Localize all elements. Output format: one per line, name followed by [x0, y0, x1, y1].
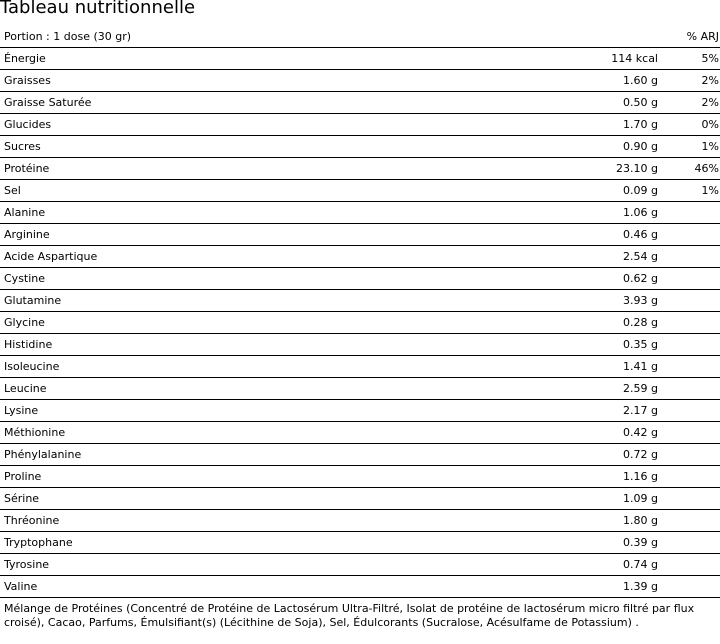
page-title: Tableau nutritionnelle	[0, 0, 196, 18]
table-header-row	[0, 26, 720, 48]
nutrient-name: Sérine	[4, 492, 40, 505]
nutrient-name: Leucine	[4, 382, 47, 395]
table-row	[0, 444, 720, 466]
table-row	[0, 224, 720, 246]
table-row	[0, 356, 720, 378]
nutrient-name: Glucides	[4, 118, 52, 131]
nutrient-name: Graisses	[4, 74, 51, 87]
nutrient-name: Thréonine	[4, 514, 60, 527]
table-row	[0, 70, 720, 92]
nutrient-name: Arginine	[4, 228, 50, 241]
nutrient-name: Phénylalanine	[4, 448, 82, 461]
portion-label: Portion : 1 dose (30 gr)	[4, 30, 132, 43]
nutrient-quantity: 1.39 g	[623, 580, 658, 593]
ingredients-text: Mélange de Protéines (Concentré de Protéine de Lactosérum Ultra-Filtré, Isolat de protéine de lactosérum micro filtré par flux croisé), Cacao, Parfums, Émulsifiant(s) (Lécithine de Soja), Sel, Édulcorants (Sucralose, Acésulfame de Potassium) .	[4, 602, 695, 629]
nutrient-arj-percent: 2%	[701, 96, 719, 109]
table-row	[0, 422, 720, 444]
table-row	[0, 510, 720, 532]
nutrient-name: Glutamine	[4, 294, 62, 307]
nutrient-quantity: 114 kcal	[611, 52, 658, 65]
nutrient-name: Glycine	[4, 316, 45, 329]
table-row	[0, 400, 720, 422]
nutrient-name: Valine	[4, 580, 38, 593]
table-row	[0, 532, 720, 554]
table-row	[0, 158, 720, 180]
nutrient-quantity: 0.39 g	[623, 536, 658, 549]
nutrient-quantity: 1.06 g	[623, 206, 658, 219]
nutrient-arj-percent: 0%	[701, 118, 719, 131]
nutrient-name: Tyrosine	[4, 558, 50, 571]
nutrient-name: Tryptophane	[4, 536, 73, 549]
nutrient-quantity: 1.09 g	[623, 492, 658, 505]
table-row	[0, 312, 720, 334]
nutrient-quantity: 0.46 g	[623, 228, 658, 241]
table-row	[0, 246, 720, 268]
nutrient-quantity: 1.70 g	[623, 118, 658, 131]
nutrient-arj-percent: 5%	[701, 52, 719, 65]
nutrient-name: Lysine	[4, 404, 39, 417]
nutrient-arj-percent: 2%	[701, 74, 719, 87]
nutrient-quantity: 0.74 g	[623, 558, 658, 571]
nutrient-quantity: 23.10 g	[616, 162, 658, 175]
nutrient-quantity: 0.42 g	[623, 426, 658, 439]
nutrient-quantity: 0.72 g	[623, 448, 658, 461]
nutrient-quantity: 2.59 g	[623, 382, 658, 395]
nutrient-quantity: 0.28 g	[623, 316, 658, 329]
nutrient-name: Graisse Saturée	[4, 96, 92, 109]
table-row	[0, 378, 720, 400]
nutrient-quantity: 0.90 g	[623, 140, 658, 153]
table-row	[0, 114, 720, 136]
nutrient-quantity: 1.41 g	[623, 360, 658, 373]
table-row	[0, 576, 720, 598]
nutrient-rows	[0, 48, 720, 598]
nutrient-name: Histidine	[4, 338, 53, 351]
table-row	[0, 202, 720, 224]
nutrient-arj-percent: 46%	[694, 162, 719, 175]
table-row	[0, 180, 720, 202]
table-row	[0, 290, 720, 312]
nutrient-name: Acide Aspartique	[4, 250, 98, 263]
nutrient-quantity: 0.50 g	[623, 96, 658, 109]
nutrient-quantity: 1.80 g	[623, 514, 658, 527]
nutrient-name: Sel	[4, 184, 21, 197]
nutrient-arj-percent: 1%	[701, 140, 719, 153]
nutrient-quantity: 0.09 g	[623, 184, 658, 197]
nutrient-name: Alanine	[4, 206, 46, 219]
nutrient-name: Protéine	[4, 162, 50, 175]
nutrient-quantity: 2.54 g	[623, 250, 658, 263]
nutrient-name: Méthionine	[4, 426, 66, 439]
nutrient-quantity: 3.93 g	[623, 294, 658, 307]
table-row	[0, 268, 720, 290]
table-row	[0, 136, 720, 158]
nutrient-name: Cystine	[4, 272, 46, 285]
nutrient-arj-percent: 1%	[701, 184, 719, 197]
nutrition-table	[0, 26, 720, 598]
nutrient-name: Isoleucine	[4, 360, 60, 373]
nutrient-name: Énergie	[4, 52, 46, 65]
table-row	[0, 92, 720, 114]
nutrient-quantity: 0.35 g	[623, 338, 658, 351]
nutrient-quantity: 0.62 g	[623, 272, 658, 285]
table-row	[0, 488, 720, 510]
table-row	[0, 466, 720, 488]
nutrient-quantity: 2.17 g	[623, 404, 658, 417]
table-row	[0, 48, 720, 70]
nutrient-quantity: 1.16 g	[623, 470, 658, 483]
arj-header: % ARJ	[686, 30, 719, 43]
table-row	[0, 334, 720, 356]
table-row	[0, 554, 720, 576]
nutrient-quantity: 1.60 g	[623, 74, 658, 87]
nutrient-name: Proline	[4, 470, 42, 483]
nutrient-name: Sucres	[4, 140, 41, 153]
